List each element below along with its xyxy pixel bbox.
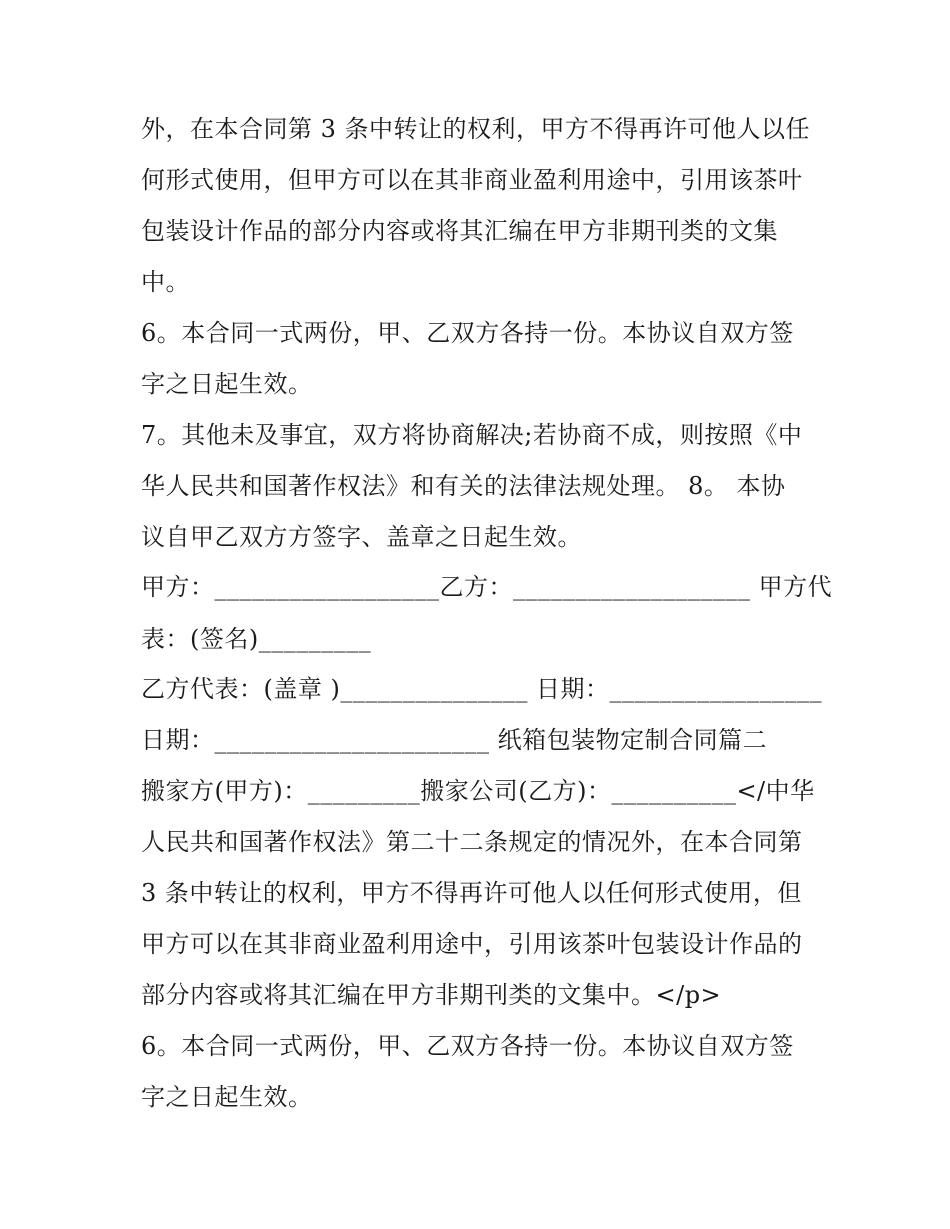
text-line-4: 中。 (141, 268, 190, 296)
text-line-7: 7。其他未及事宜，双方将协商解决;若协商不成，则按照《中 (141, 421, 803, 449)
text-line-12: 乙方代表：(盖章 )_______________ 日期：_________________ (141, 675, 822, 703)
text-line-8: 华人民共和国著作权法》和有关的法律法规处理。 8。 本协 (141, 472, 786, 500)
text-line-14: 搬家方(甲方)：_________搬家公司(乙方)：__________</中华 (141, 777, 815, 805)
text-line-17: 甲方可以在其非商业盈利用途中，引用该茶叶包装设计作品的 (141, 930, 803, 958)
text-line-1: 外，在本合同第 3 条中转让的权利，甲方不得再许可他人以任 (141, 115, 811, 143)
text-line-18: 部分内容或将其汇编在甲方非期刊类的文集中。</p> (141, 981, 722, 1009)
text-line-15: 人民共和国著作权法》第二十二条规定的情况外，在本合同第 (141, 828, 803, 856)
text-line-19: 6。本合同一式两份，甲、乙双方各持一份。本协议自双方签 (141, 1032, 794, 1060)
text-line-3: 包装设计作品的部分内容或将其汇编在甲方非期刊类的文集 (141, 217, 778, 245)
text-line-2: 何形式使用，但甲方可以在其非商业盈利用途中，引用该茶叶 (141, 166, 803, 194)
text-line-13: 日期：______________________ 纸箱包装物定制合同篇二 (141, 726, 768, 754)
text-line-5: 6。本合同一式两份，甲、乙双方各持一份。本协议自双方签 (141, 319, 794, 347)
text-line-20: 字之日起生效。 (141, 1083, 313, 1111)
text-line-9: 议自甲乙双方方签字、盖章之日起生效。 (141, 523, 582, 551)
text-line-10: 甲方：__________________乙方：___________________ 甲方代 (141, 573, 833, 601)
text-line-16: 3 条中转让的权利，甲方不得再许可他人以任何形式使用，但 (141, 879, 802, 907)
text-line-6: 字之日起生效。 (141, 370, 313, 398)
text-line-11: 表：(签名)_________ (141, 625, 372, 653)
